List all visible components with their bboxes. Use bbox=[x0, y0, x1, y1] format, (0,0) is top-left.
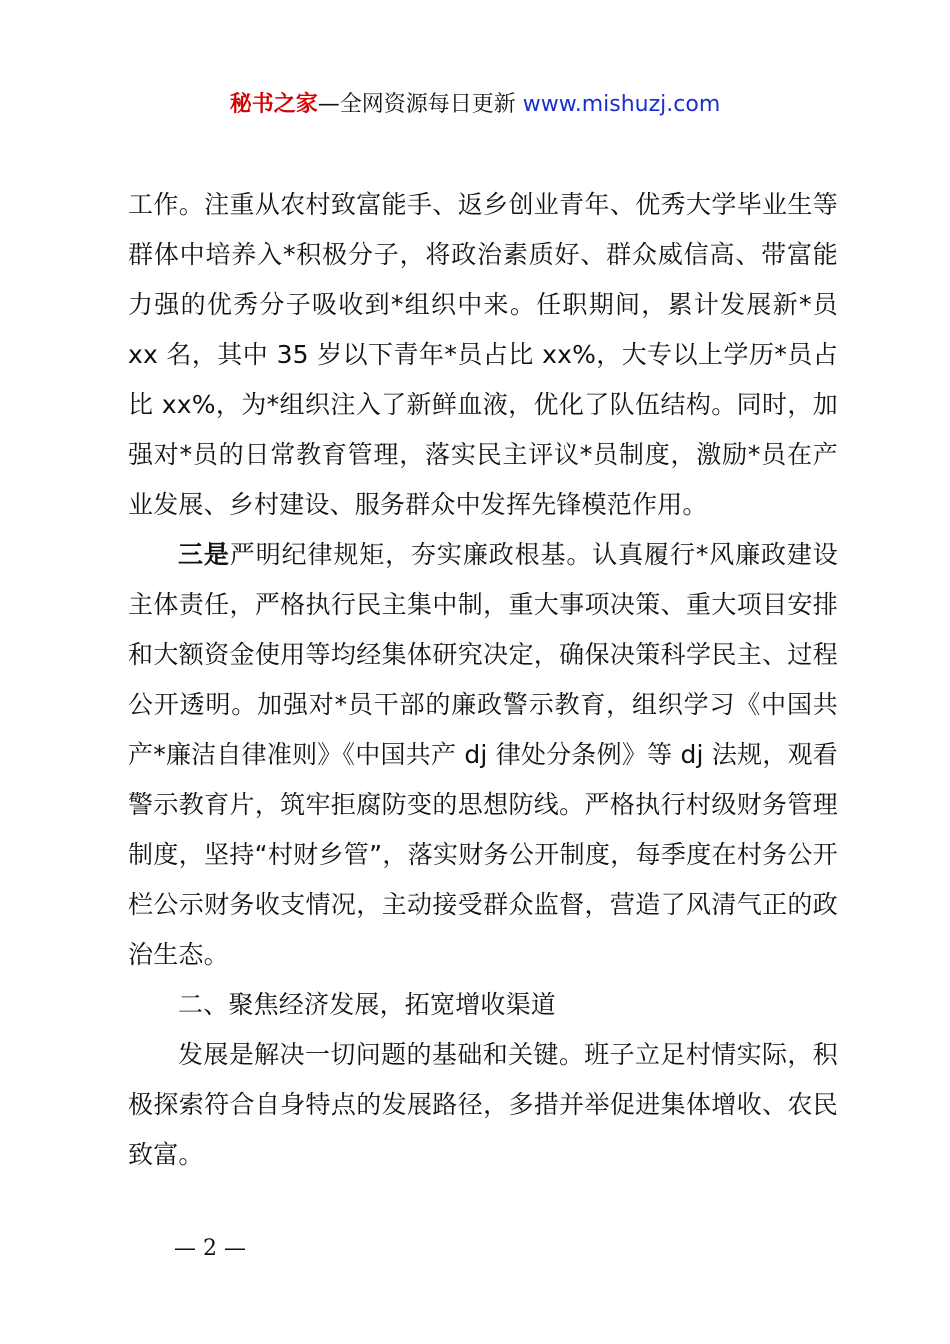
paragraph-development: 发展是解决一切问题的基础和关键。班子立足村情实际，积极探索符合自身特点的发展路径，多措并举促进集体增收、农民致富。 bbox=[128, 1040, 838, 1169]
site-url-link[interactable]: www.mishuzj.com bbox=[522, 92, 721, 117]
section-heading: 二、聚焦经济发展，拓宽增收渠道 bbox=[178, 990, 557, 1019]
paragraph-continuation: 工作。注重从农村致富能手、返乡创业青年、优秀大学毕业生等群体中培养入*积极分子，将政治素质好、群众威信高、带富能力强的优秀分子吸收到*组织中来。任职期间，累计发展新*员 xx 名，其中 35 岁以下青年*员占比 xx%，大专以上学历*员占比 xx%，为*组织注入了新鲜血液，优化了队伍结构。同时，加强对*员的日常教育管理，落实民主评议*员制度，激励*员在产业发展、乡村建设、服务群众中发挥先锋模范作用。 bbox=[128, 190, 838, 519]
site-header bbox=[0, 88, 950, 122]
paragraph-text: 严明纪律规矩，夯实廉政根基。认真履行*风廉政建设主体责任，严格执行民主集中制，重大事项决策、重大项目安排和大额资金使用等均经集体研究决定，确保决策科学民主、过程公开透明。加强对*员干部的廉政警示教育，组织学习《中国共产*廉洁自律准则》《中国共产 dj 律处分条例》等 dj 法规，观看警示教育片，筑牢拒腐防变的思想防线。严格执行村级财务管理制度，坚持“村财乡管”，落实财务公开制度，每季度在村务公开栏公示财务收支情况，主动接受群众监督，营造了风清气正的政治生态。 bbox=[128, 540, 838, 969]
paragraph-lead: 三是 bbox=[178, 540, 230, 569]
site-brand: 秘书之家 bbox=[229, 92, 318, 117]
site-tagline: —全网资源每日更新 bbox=[317, 92, 523, 117]
page-number: — 2 — bbox=[174, 1236, 246, 1261]
document-body bbox=[128, 180, 838, 1180]
paragraph-discipline bbox=[128, 530, 838, 980]
